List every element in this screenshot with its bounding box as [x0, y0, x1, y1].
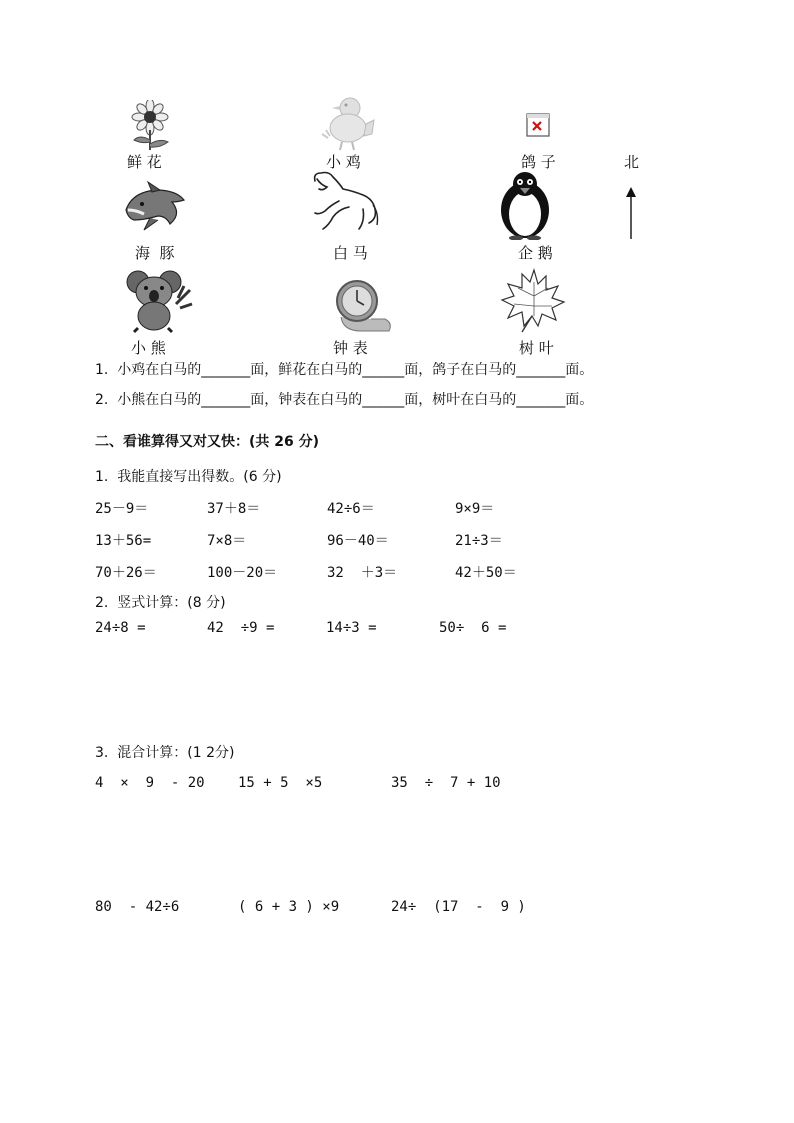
q1-title: 1. 我能直接写出得数。(6 分) — [95, 469, 282, 485]
chick-icon — [318, 94, 380, 152]
fill-question-1: 1. 小鸡在白马的_______面，鲜花在白马的______面，鸽子在白马的_______面。 — [95, 362, 594, 378]
q1-item: 21÷3＝ — [455, 533, 503, 549]
dolphin-icon — [122, 180, 188, 236]
maple-leaf-icon — [498, 266, 568, 336]
koala-icon — [124, 268, 194, 334]
clock-icon — [331, 277, 397, 335]
label-dolphin: 海 豚 — [135, 244, 175, 262]
q3-title: 3. 混合计算：(1 2分) — [95, 745, 235, 761]
q1-item: 96－40＝ — [327, 533, 389, 549]
north-arrow-icon — [623, 185, 639, 241]
q2-item: 42 ÷9 = — [207, 620, 275, 636]
q1-item: 32 ＋3＝ — [327, 565, 398, 581]
q2-item: 50÷ 6 = — [439, 620, 507, 636]
q2-title: 2. 竖式计算：(8 分) — [95, 595, 226, 611]
q3-item: 15 + 5 ×5 — [238, 775, 323, 791]
q1-item: 13＋56= — [95, 533, 152, 549]
section2-title: 二、看谁算得又对又快：(共 26 分) — [95, 434, 320, 450]
label-chick: 小 鸡 — [326, 153, 361, 171]
q3-item: ( 6 + 3 ) ×9 — [238, 899, 340, 915]
q1-item: 42÷6＝ — [327, 501, 375, 517]
q3-item: 35 ÷ 7 + 10 — [391, 775, 501, 791]
q3-item: 4 × 9 - 20 — [95, 775, 205, 791]
q2-item: 24÷8 = — [95, 620, 146, 636]
north-label: 北 — [624, 153, 640, 171]
q3-item: 24÷ (17 - 9 ) — [391, 899, 526, 915]
horse-icon — [309, 169, 381, 239]
label-pigeon: 鸽 子 — [521, 153, 556, 171]
penguin-icon — [496, 170, 554, 240]
q1-item: 70＋26＝ — [95, 565, 157, 581]
label-bear: 小 熊 — [131, 339, 166, 357]
q1-item: 37＋8＝ — [207, 501, 261, 517]
q1-item: 100－20＝ — [207, 565, 278, 581]
sunflower-icon — [124, 100, 176, 150]
label-flower: 鲜 花 — [127, 153, 162, 171]
fill-question-2: 2. 小熊在白马的_______面，钟表在白马的______面，树叶在白马的_______面。 — [95, 392, 594, 408]
q1-item: 25－9＝ — [95, 501, 149, 517]
q1-item: 7×8＝ — [207, 533, 247, 549]
label-horse: 白 马 — [333, 244, 368, 262]
label-clock: 钟 表 — [333, 339, 368, 357]
q2-item: 14÷3 = — [326, 620, 377, 636]
label-penguin: 企 鹅 — [518, 244, 553, 262]
q3-item: 80 - 42÷6 — [95, 899, 180, 915]
q1-item: 42＋50＝ — [455, 565, 517, 581]
q1-item: 9×9＝ — [455, 501, 495, 517]
label-leaf: 树 叶 — [519, 339, 554, 357]
broken-image-icon — [526, 113, 550, 137]
